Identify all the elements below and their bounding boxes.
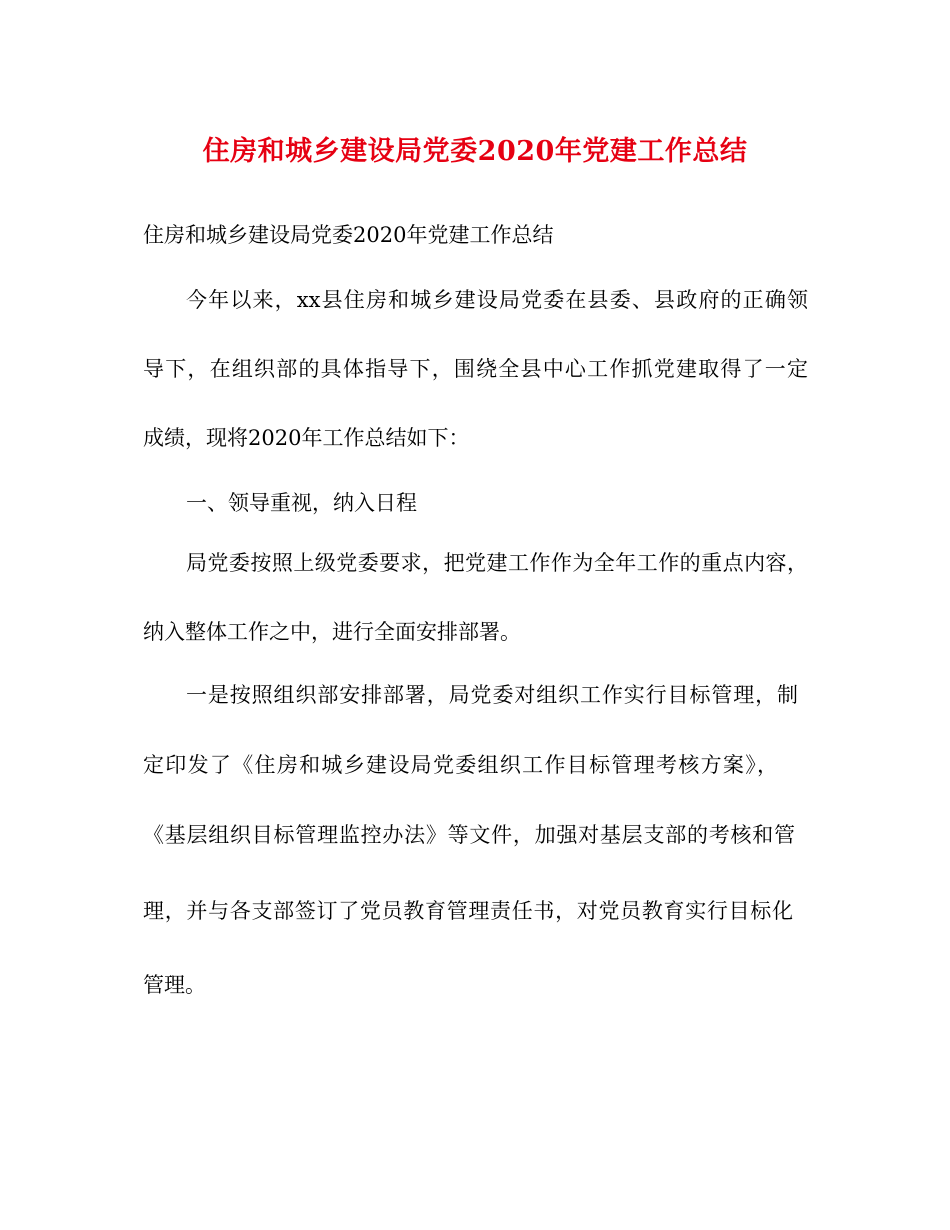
paragraph-line: 管理。 [143, 973, 206, 997]
document-title: 住房和城乡建设局党委2020年党建工作总结 [202, 136, 748, 167]
document-subtitle: 住房和城乡建设局党委2020年党建工作总结 [143, 223, 554, 247]
paragraph-line: 纳入整体工作之中，进行全面安排部署。 [143, 620, 521, 644]
paragraph-line: 今年以来，xx县住房和城乡建设局党委在县委、县政府的正确领 [186, 288, 808, 312]
paragraph-line: 理，并与各支部签订了党员教育管理责任书，对党员教育实行目标化 [143, 899, 793, 923]
paragraph-line: 局党委按照上级党委要求，把党建工作作为全年工作的重点内容， [186, 551, 808, 575]
paragraph-line: 《基层组织目标管理监控办法》等文件，加强对基层支部的考核和管 [143, 823, 795, 847]
paragraph-line: 导下，在组织部的具体指导下，围绕全县中心工作抓党建取得了一定 [143, 357, 808, 381]
paragraph-line: 成绩，现将2020年工作总结如下： [143, 426, 470, 450]
paragraph-line: 定印发了《住房和城乡建设局党委组织工作目标管理考核方案》， [143, 753, 778, 777]
section-heading: 一、领导重视，纳入日程 [186, 491, 417, 515]
paragraph-line: 一是按照组织部安排部署，局党委对组织工作实行目标管理，制 [186, 683, 798, 707]
